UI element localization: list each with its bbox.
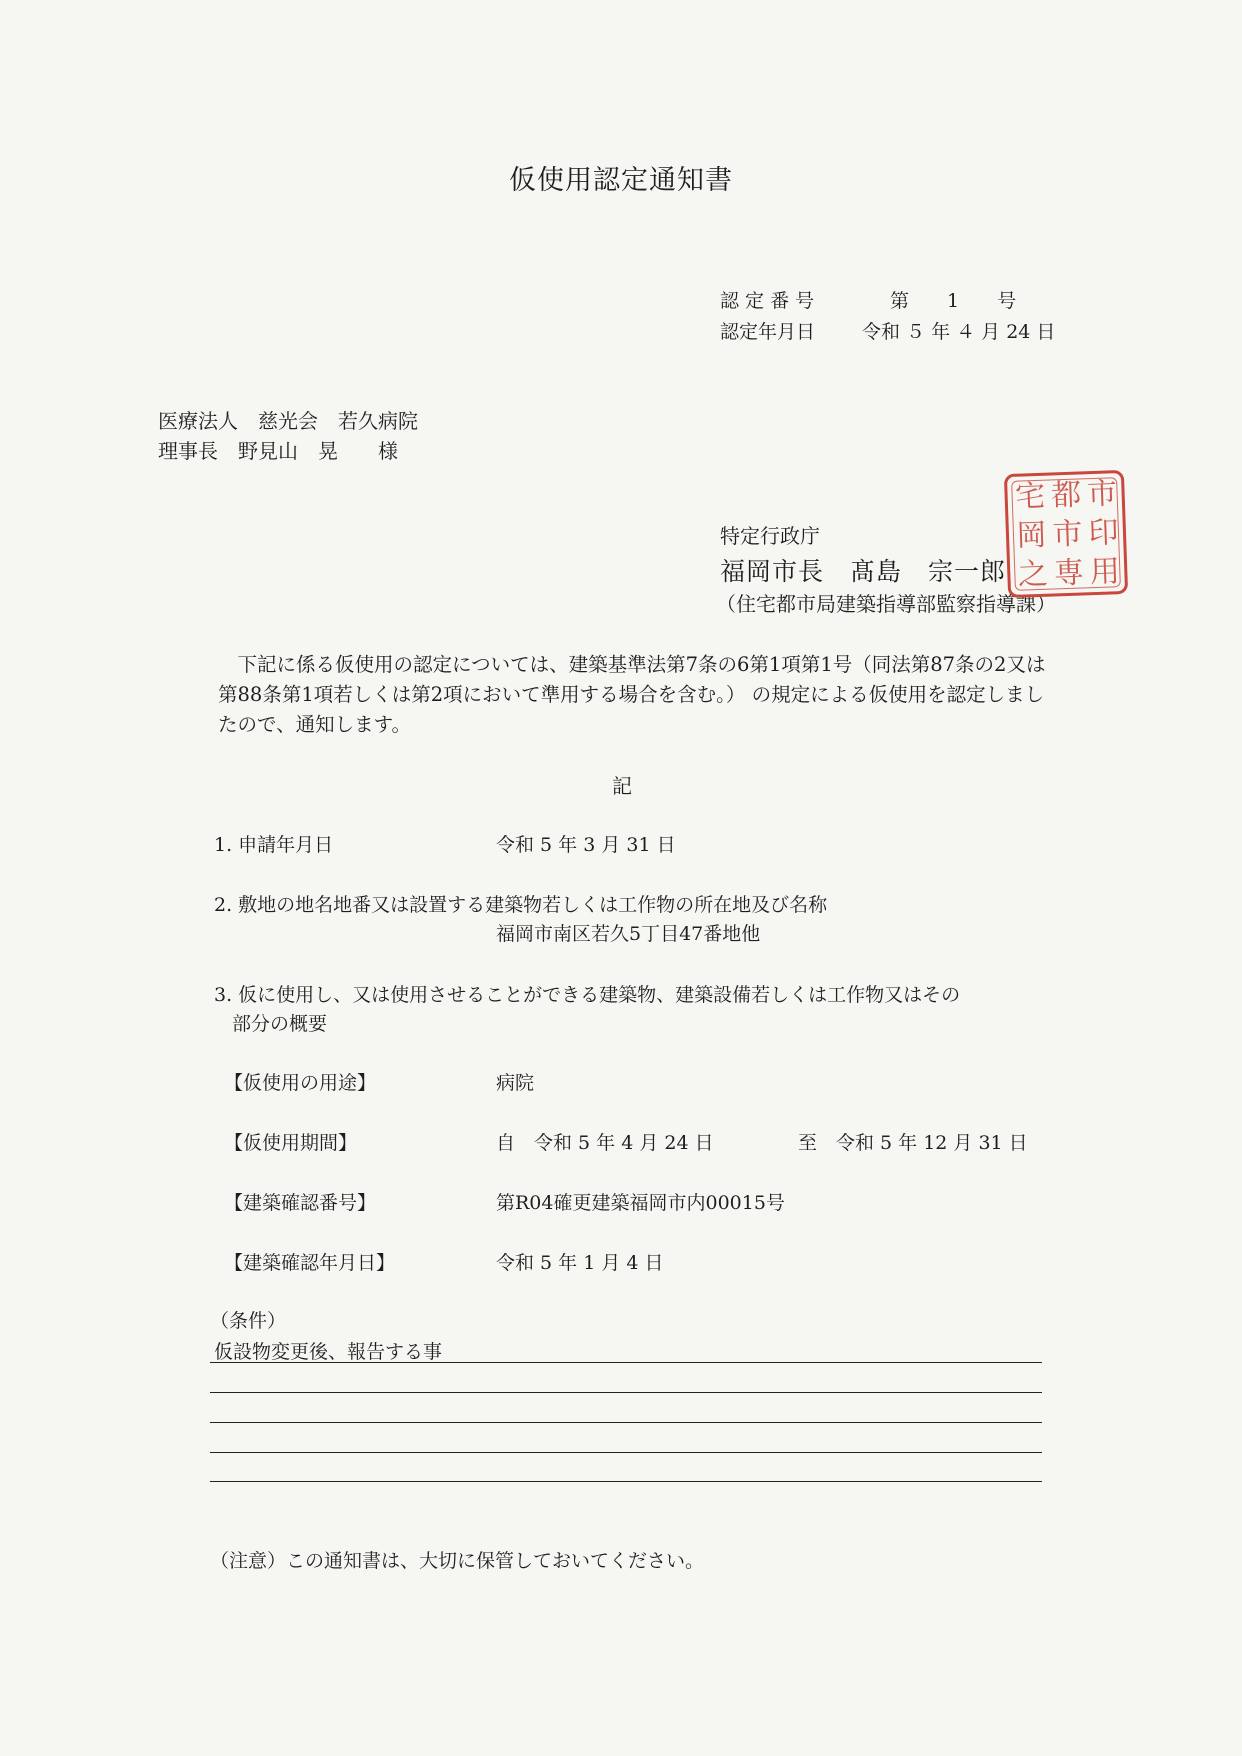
recipient-line-2: 理事長 野見山 晃 様 (158, 439, 398, 463)
purpose-value: 病院 (496, 1072, 535, 1094)
issuer-department: （住宅都市局建築指導部監察指導課） (716, 592, 1056, 616)
body-line-2: 第88条第1項若しくは第2項において準用する場合を含む。） の規定による仮使用を認定しまし (218, 683, 1045, 706)
recipient-line-1: 医療法人 慈光会 若久病院 (158, 409, 418, 433)
issuer-authority: 特定行政庁 (720, 524, 820, 548)
item-3-label-line-1: 3. 仮に使用し、又は使用させることができる建築物、建築設備若しくは工作物又はその (214, 984, 961, 1006)
item-2-label: 2. 敷地の地名地番又は設置する建築物若しくは工作物の所在地及び名称 (214, 894, 828, 916)
cert-date-label: 認定年月日 (720, 321, 816, 343)
notice-body (218, 650, 1148, 740)
conditions-rule-3 (210, 1422, 1042, 1423)
period-to: 至 令和 5 年 12 月 31 日 (798, 1132, 1028, 1154)
conditions-rule-4 (210, 1452, 1042, 1453)
cert-number-label: 認 定 番 号 (720, 290, 815, 312)
official-seal-stamp: 市 都 宅 印 市 岡 用 専 之 (1004, 470, 1128, 598)
period-from: 自 令和 5 年 4 月 24 日 (496, 1132, 714, 1154)
item-2-value: 福岡市南区若久5丁目47番地他 (496, 923, 761, 945)
body-line-3: たので、通知します。 (218, 713, 412, 736)
purpose-label: 【仮使用の用途】 (224, 1072, 377, 1094)
period-label: 【仮使用期間】 (224, 1132, 358, 1154)
item-1-label: 1. 申請年月日 (214, 834, 334, 856)
confirm-date-label: 【建築確認年月日】 (224, 1252, 396, 1274)
conditions-label: （条件） (210, 1310, 287, 1332)
item-1-value: 令和 5 年 3 月 31 日 (496, 834, 676, 856)
ki-heading: 記 (612, 774, 632, 798)
conditions-text: 仮設物変更後、報告する事 (214, 1341, 443, 1363)
conditions-rule-5 (210, 1481, 1042, 1482)
cert-date-value: 令和 ５ 年 ４ 月 24 日 (862, 321, 1056, 343)
item-3-label-line-2: 部分の概要 (232, 1013, 328, 1035)
confirm-number-value: 第R04確更建築福岡市内00015号 (496, 1192, 785, 1214)
confirm-date-value: 令和 5 年 1 月 4 日 (496, 1252, 664, 1274)
confirm-number-label: 【建築確認番号】 (224, 1192, 377, 1214)
body-line-1: 下記に係る仮使用の認定については、建築基準法第7条の6第1項第1号（同法第87条の2又は (237, 653, 1046, 676)
conditions-rule-1 (210, 1362, 1042, 1363)
page-title: 仮使用認定通知書 (509, 165, 733, 196)
cert-number-value: 第 1 号 (890, 290, 1017, 312)
storage-note: （注意）この通知書は、大切に保管しておいてください。 (210, 1550, 705, 1572)
conditions-rule-2 (210, 1392, 1042, 1393)
issuer-name: 福岡市長 髙島 宗一郎 (720, 557, 1007, 586)
